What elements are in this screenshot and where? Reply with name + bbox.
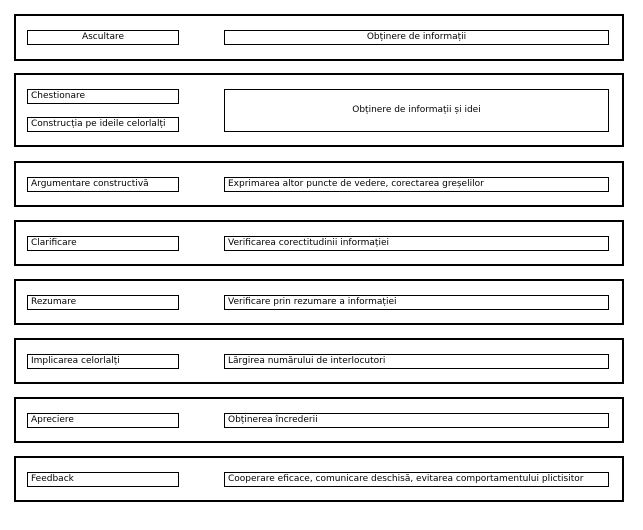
purpose-label: Verificare prin rezumare a informației (224, 295, 609, 310)
row-apreciere (14, 397, 624, 443)
row-implicarea (14, 338, 624, 384)
row-chestionare (14, 73, 624, 147)
row-clarificare (14, 220, 624, 266)
row-rezumare (14, 279, 624, 325)
purpose-label: Obținerea încrederii (224, 413, 609, 428)
technique-label: Feedback (27, 472, 179, 487)
technique-label: Apreciere (27, 413, 179, 428)
technique-label: Ascultare (27, 30, 179, 45)
purpose-label: Obținere de informații (224, 30, 609, 45)
technique-label: Construcția pe ideile celorlalți (27, 117, 179, 132)
technique-label: Rezumare (27, 295, 179, 310)
purpose-label: Exprimarea altor puncte de vedere, corectarea greșelilor (224, 177, 609, 192)
purpose-label: Obținere de informații și idei (224, 89, 609, 132)
technique-label: Clarificare (27, 236, 179, 251)
row-argumentare (14, 161, 624, 207)
technique-label: Argumentare constructivă (27, 177, 179, 192)
technique-label: Implicarea celorlalți (27, 354, 179, 369)
row-ascultare (14, 14, 624, 61)
row-feedback (14, 456, 624, 502)
purpose-label: Verificarea corectitudinii informației (224, 236, 609, 251)
purpose-label: Lărgirea numărului de interlocutori (224, 354, 609, 369)
purpose-label: Cooperare eficace, comunicare deschisă, evitarea comportamentului plictisitor (224, 472, 609, 487)
technique-label: Chestionare (27, 89, 179, 104)
